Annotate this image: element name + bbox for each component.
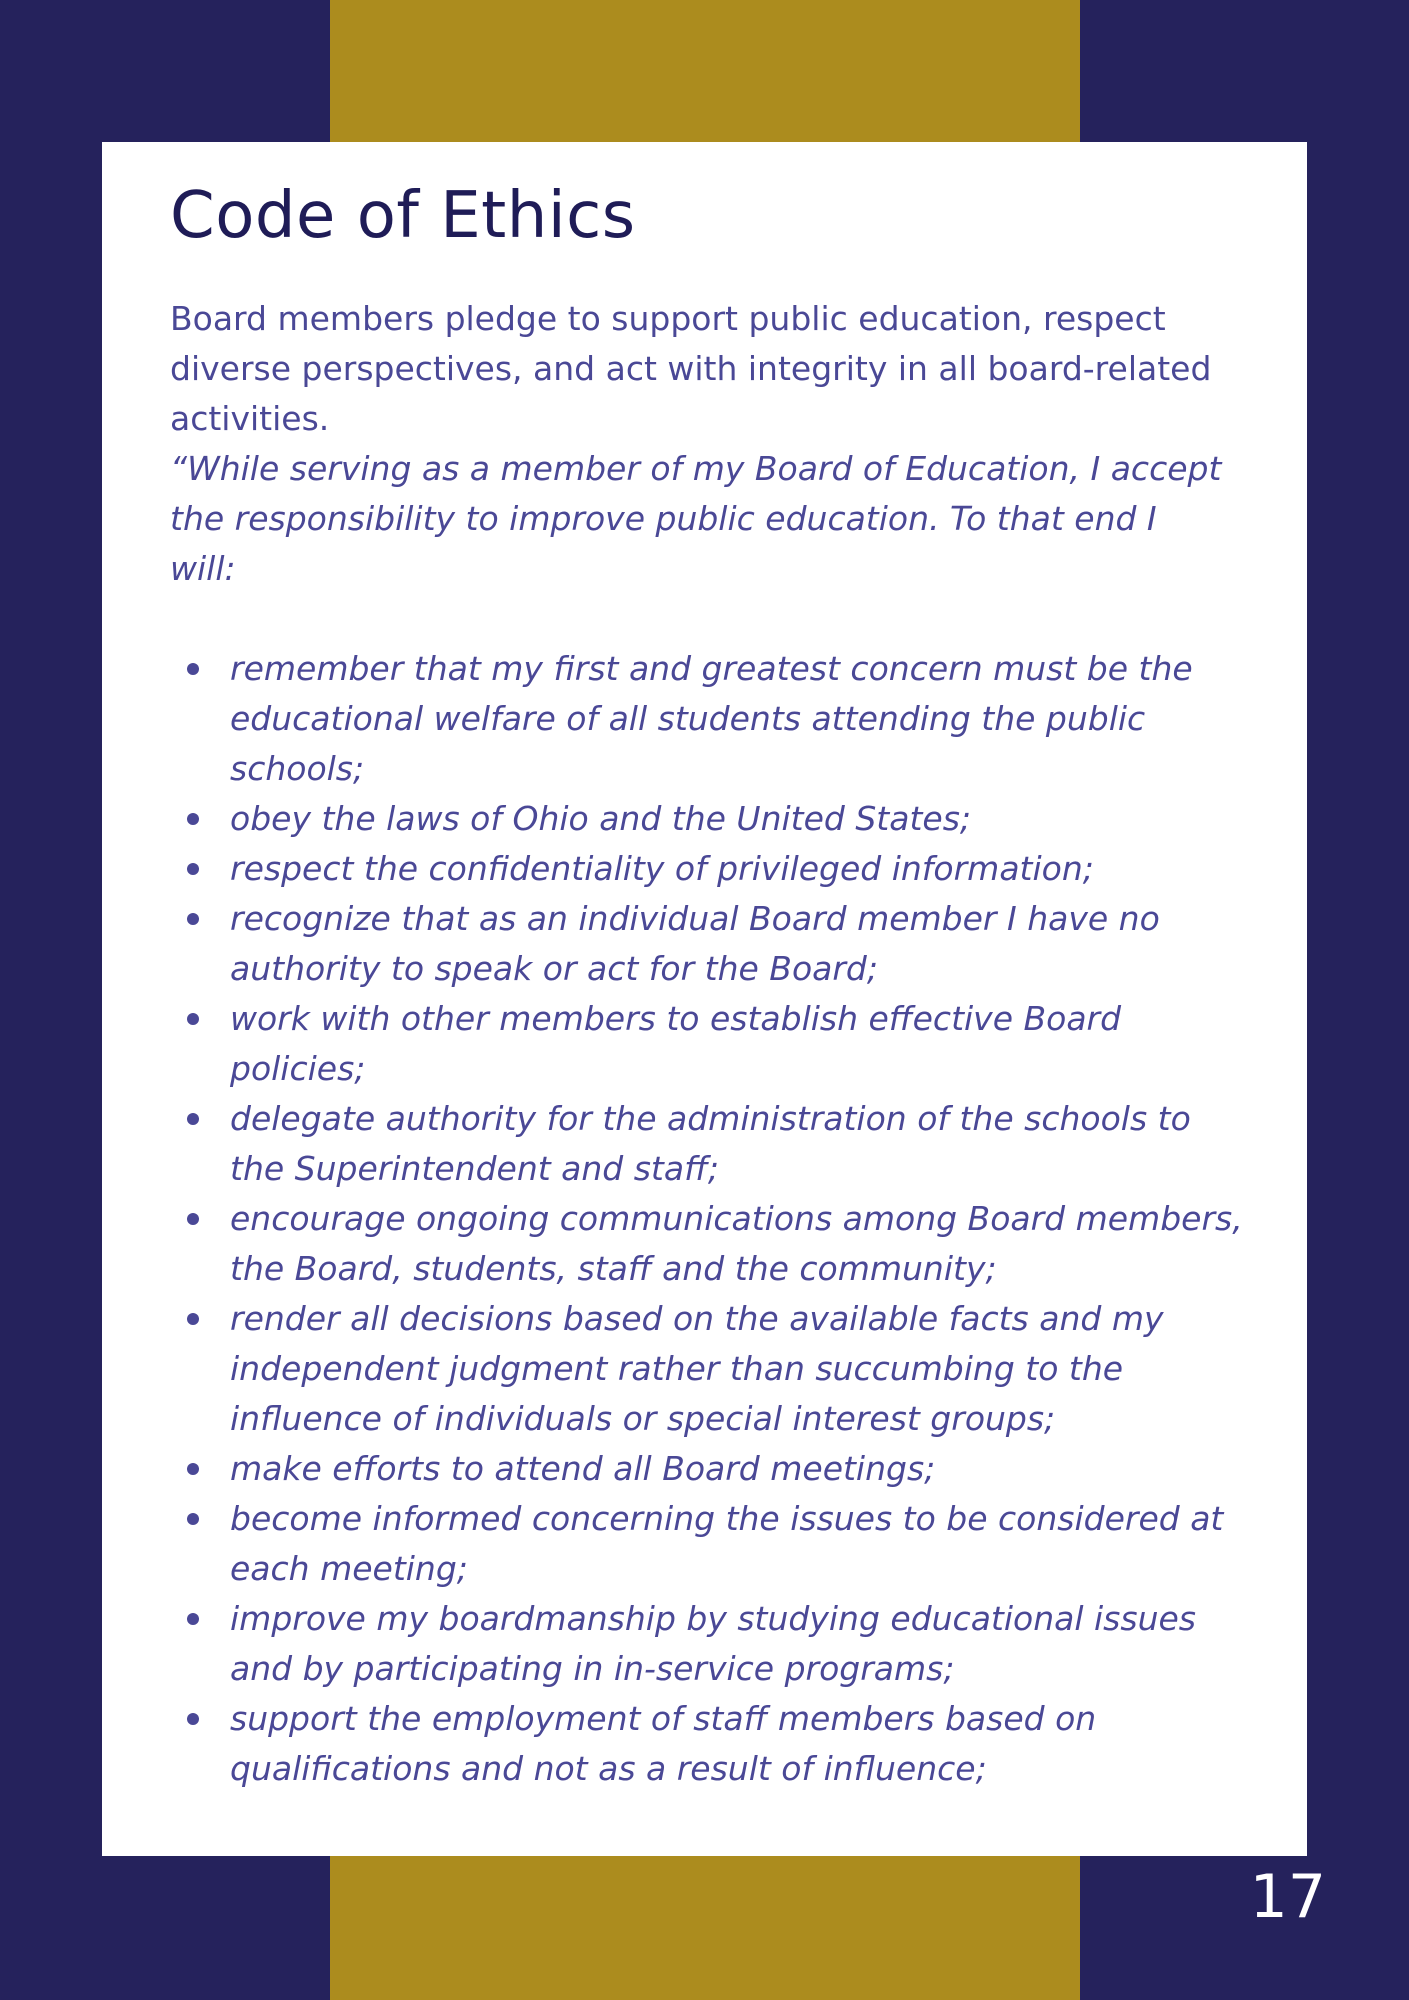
bullet-icon [187, 863, 199, 875]
list-item-text: improve my boardmanship by studying educational issues and by participating in in-service programs; [230, 1599, 1196, 1688]
bullet-icon [187, 663, 199, 675]
bullet-icon [187, 1463, 199, 1475]
list-item [170, 794, 1255, 844]
bullet-icon [187, 913, 199, 925]
bullet-icon [187, 1213, 199, 1225]
page-title: Code of Ethics [170, 179, 636, 253]
list-item [170, 644, 1255, 794]
list-item-text: remember that my first and greatest concern must be the educational welfare of all students attending the public schools; [230, 649, 1193, 788]
bullet-icon [187, 1313, 199, 1325]
page-number: 17 [1249, 1862, 1326, 1932]
list-item [170, 1094, 1255, 1194]
list-item [170, 1444, 1255, 1494]
list-item [170, 1494, 1255, 1594]
bullet-icon [187, 1013, 199, 1025]
pledge-quote: “While serving as a member of my Board of Education, I accept the responsibility to improve public education. To that end I will: [170, 449, 1222, 588]
bullet-icon [187, 1113, 199, 1125]
list-item-text: support the employment of staff members based on qualifications and not as a result of influence; [230, 1699, 1097, 1788]
list-item-text: work with other members to establish effective Board policies; [230, 999, 1122, 1088]
list-item-text: recognize that as an individual Board member I have no authority to speak or act for the Board; [230, 899, 1160, 988]
bottom-gold-band [330, 1855, 1080, 2000]
list-item [170, 1294, 1255, 1444]
bullet-icon [187, 1613, 199, 1625]
list-item-text: encourage ongoing communications among Board members, the Board, students, staff and the community; [230, 1199, 1243, 1288]
list-item [170, 1194, 1255, 1294]
list-item-text: delegate authority for the administration of the schools to the Superintendent and staff; [230, 1099, 1191, 1188]
bullet-icon [187, 1513, 199, 1525]
card-content [170, 176, 1255, 1794]
pledge-list [170, 644, 1255, 1794]
list-item [170, 1694, 1255, 1794]
list-item-text: become informed concerning the issues to be considered at each meeting; [230, 1499, 1224, 1588]
list-item-text: obey the laws of Ohio and the United States; [230, 799, 972, 838]
list-item [170, 844, 1255, 894]
bullet-icon [187, 813, 199, 825]
list-item-text: respect the confidentiality of privileged information; [230, 849, 1094, 888]
list-item [170, 894, 1255, 994]
intro-paragraph: Board members pledge to support public education, respect diverse perspectives, and act with integrity in all board-related activities. [170, 299, 1212, 438]
list-item [170, 1594, 1255, 1694]
content-card [102, 142, 1307, 1856]
top-gold-band [330, 0, 1080, 142]
list-item-text: render all decisions based on the available facts and my independent judgment rather than succumbing to the influence of individuals or special interest groups; [230, 1299, 1164, 1438]
list-item-text: make efforts to attend all Board meetings; [230, 1449, 936, 1488]
bullet-icon [187, 1713, 199, 1725]
list-item [170, 994, 1255, 1094]
